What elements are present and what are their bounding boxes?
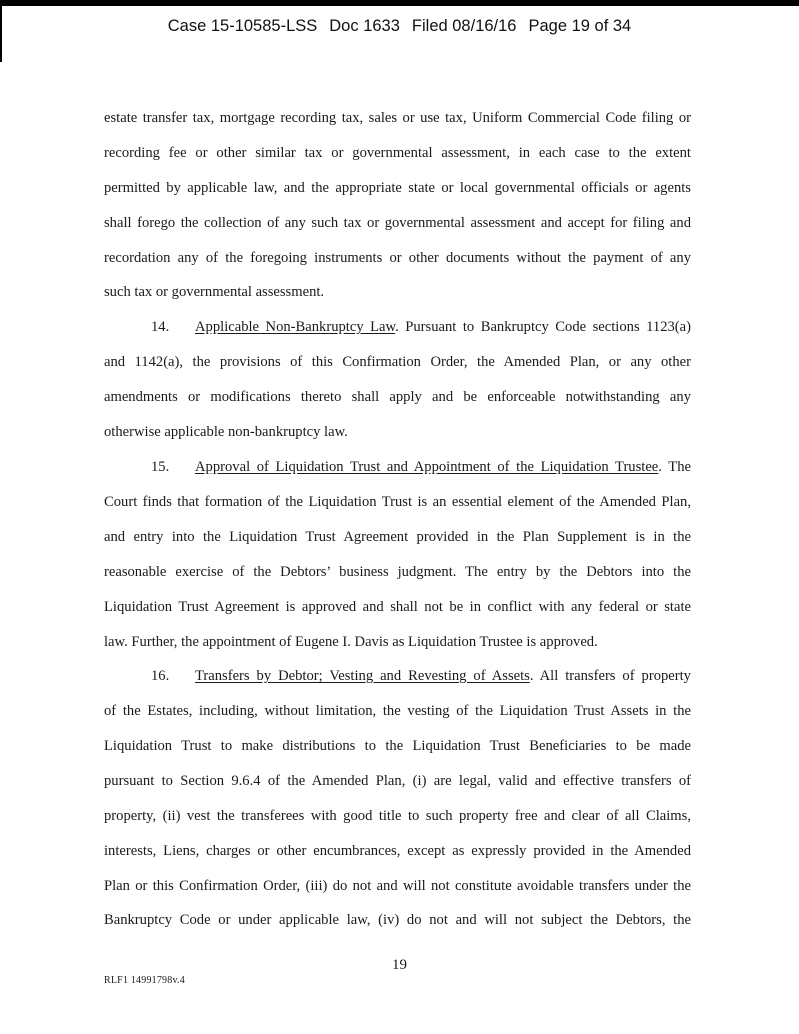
body-line: Liquidation Trust Agreement is approved and shall not be in conflict with any federal or state [104,599,691,615]
paragraph-number: 15. [151,459,170,475]
paragraph-number: 14. [151,319,170,335]
body-line: and entry into the Liquidation Trust Agreement provided in the Plan Supplement is in the [104,529,691,545]
paragraph-heading: Transfers by Debtor; Vesting and Revesting of Assets [195,668,530,684]
body-line: and 1142(a), the provisions of this Confirmation Order, the Amended Plan, or any other [104,354,691,370]
body-line: recordation any of the foregoing instruments or other documents without the payment of any [104,250,691,266]
case-number: Case 15-10585-LSS [167,17,318,35]
body-line: recording fee or other similar tax or governmental assessment, in each case to the extent [104,145,691,161]
body-line: permitted by applicable law, and the appropriate state or local governmental officials or agents [104,180,691,196]
filed-date: Filed 08/16/16 [411,17,517,35]
body-line: reasonable exercise of the Debtors’ business judgment. The entry by the Debtors into the [104,564,691,580]
page-indicator: Page 19 of 34 [528,17,632,35]
doc-number: Doc 1633 [329,17,400,35]
body-line: of the Estates, including, without limitation, the vesting of the Liquidation Trust Assets in the [104,703,691,719]
body-line: law. Further, the appointment of Eugene I. Davis as Liquidation Trustee is approved. [104,634,598,650]
page-number: 19 [392,957,407,973]
body-line: Liquidation Trust to make distributions to the Liquidation Trust Beneficiaries to be made [104,738,691,754]
paragraph-15-first-line [151,458,691,476]
body-line: Court finds that formation of the Liquidation Trust is an essential element of the Amended Plan, [104,494,691,510]
body-line: Plan or this Confirmation Order, (iii) do not and will not constitute avoidable transfers under the [104,878,691,894]
body-line: otherwise applicable non-bankruptcy law. [104,424,348,440]
paragraph-heading: Applicable Non-Bankruptcy Law [195,319,396,335]
paragraph-16-first-line [151,667,691,685]
paragraph-text: . Pursuant to Bankruptcy Code sections 1123(a) [395,319,691,335]
body-line: interests, Liens, charges or other encumbrances, except as expressly provided in the Amended [104,843,691,859]
body-line: Bankruptcy Code or under applicable law, (iv) do not and will not subject the Debtors, the [104,912,691,928]
body-line: estate transfer tax, mortgage recording tax, sales or use tax, Uniform Commercial Code filing or [104,110,691,126]
paragraph-14-first-line [151,318,691,336]
case-header [0,17,799,36]
body-line: shall forego the collection of any such tax or governmental assessment and accept for filing and [104,215,691,231]
paragraph-heading: Approval of Liquidation Trust and Appointment of the Liquidation Trustee [195,459,659,475]
paragraph-text: . All transfers of property [529,668,691,684]
body-line: property, (ii) vest the transferees with good title to such property free and clear of all Claims, [104,808,691,824]
body-line: pursuant to Section 9.6.4 of the Amended Plan, (i) are legal, valid and effective transfers of [104,773,691,789]
paragraph-number: 16. [151,668,170,684]
document-id: RLF1 14991798v.4 [104,975,185,986]
body-line: amendments or modifications thereto shall apply and be enforceable notwithstanding any [104,389,691,405]
top-border [0,0,799,6]
body-line: such tax or governmental assessment. [104,284,325,300]
paragraph-text: . The [658,459,691,475]
